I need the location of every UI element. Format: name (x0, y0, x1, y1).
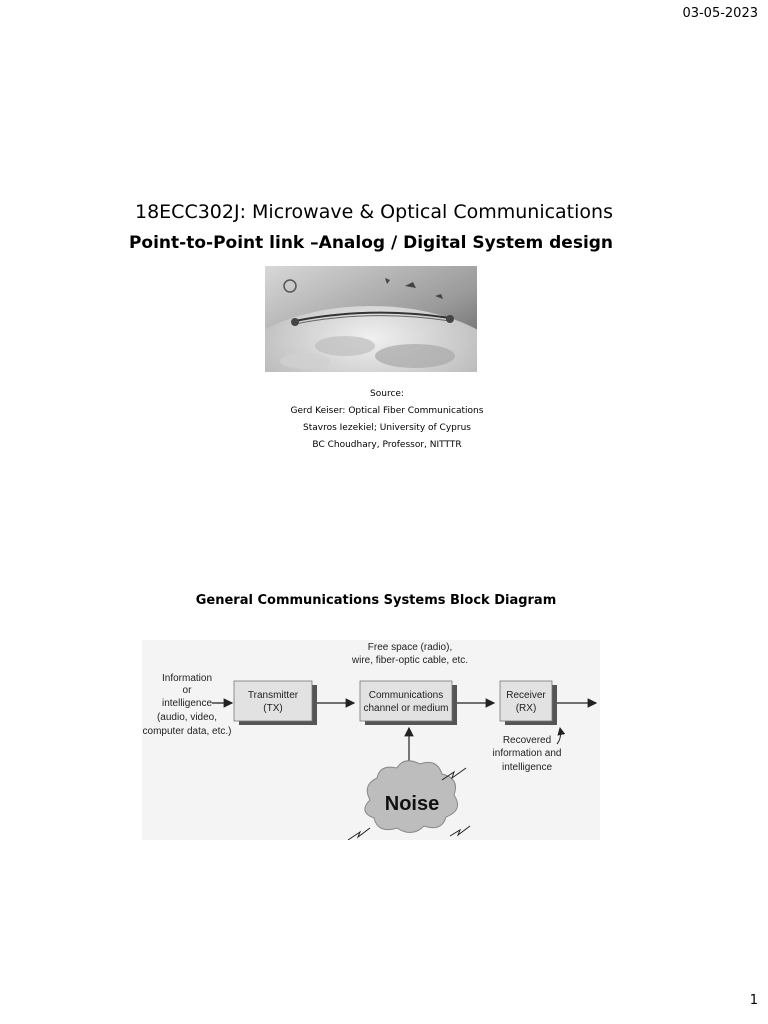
svg-text:intelligence: intelligence (161, 698, 213, 709)
slide-subtitle: Point-to-Point link –Analog / Digital System design (128, 233, 614, 253)
source-label: Source: (370, 389, 404, 399)
svg-text:(TX): (TX) (263, 703, 283, 714)
svg-text:(audio, video,: (audio, video, (156, 712, 218, 723)
noise-cloud (365, 761, 458, 833)
channel-block (360, 681, 457, 725)
svg-text:computer data, etc.): computer data, etc.) (142, 726, 232, 737)
slide-title: 18ECC302J: Microwave & Optical Communications (135, 201, 613, 223)
svg-text:Communications: Communications (368, 690, 444, 701)
earth-link-illustration (265, 266, 477, 372)
source-item: BC Choudhary, Professor, NITTTR (312, 440, 462, 450)
source-item: Gerd Keiser: Optical Fiber Communications (290, 406, 484, 416)
receiver-block (500, 681, 557, 725)
svg-text:or: or (182, 685, 192, 696)
svg-text:(RX): (RX) (515, 703, 537, 714)
svg-text:Receiver: Receiver (506, 690, 546, 701)
output-label (493, 735, 562, 773)
svg-text:channel or medium: channel or medium (363, 703, 449, 714)
svg-text:wire, fiber-optic cable, etc.: wire, fiber-optic cable, etc. (351, 655, 469, 666)
page-date: 03-05-2023 (682, 6, 758, 21)
source-item: Stavros Iezekiel; University of Cyprus (303, 423, 471, 433)
svg-text:intelligence: intelligence (501, 762, 553, 773)
channel-note (351, 642, 468, 666)
page-number: 1 (749, 993, 758, 1008)
svg-text:Recovered: Recovered (502, 735, 552, 746)
cover-illustration (265, 266, 477, 372)
svg-text:Transmitter: Transmitter (247, 690, 299, 701)
diagram-title: General Communications Systems Block Diagram (195, 593, 557, 608)
input-label (143, 673, 232, 737)
transmitter-block (234, 681, 317, 725)
svg-text:Free space (radio),: Free space (radio), (367, 642, 453, 653)
svg-text:Information: Information (161, 673, 213, 684)
svg-text:information and: information and (492, 748, 562, 759)
block-diagram (142, 640, 600, 840)
svg-text:Noise: Noise (384, 793, 440, 815)
source-citations (0, 386, 768, 454)
